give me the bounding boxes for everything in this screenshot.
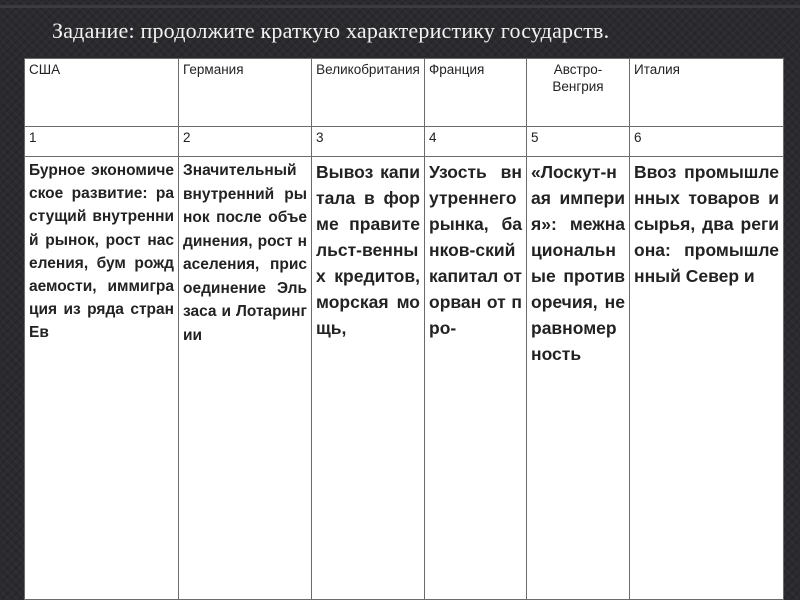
cell-austria-hungary-characteristic: «Лоскут-ная империя»: межнациональные противоречия, неравномерность xyxy=(527,157,630,600)
number-cell: 1 xyxy=(25,127,179,157)
number-cell: 5 xyxy=(527,127,630,157)
header-cell-great-britain: Великобритания xyxy=(312,59,425,127)
header-cell-france: Франция xyxy=(425,59,527,127)
cell-great-britain-characteristic: Вывоз капитала в форме правительст-венных кредитов, морская мощь, xyxy=(312,157,425,600)
characteristics-table xyxy=(24,58,784,600)
header-rule xyxy=(0,5,800,8)
number-cell: 6 xyxy=(630,127,784,157)
table-number-row xyxy=(25,127,784,157)
header-cell-austria-hungary: Австро-Венгрия xyxy=(527,59,630,127)
number-cell: 2 xyxy=(179,127,312,157)
slide-title: Задание: продолжите краткую характеристику государств. xyxy=(52,18,610,43)
cell-usa-characteristic: Бурное экономическое развитие: растущий внутренний рынок, рост населения, бум рождаемости, иммиграция из ряда стран Ев xyxy=(25,157,179,600)
header-cell-germany: Германия xyxy=(179,59,312,127)
table-header-row xyxy=(25,59,784,127)
table-body-row xyxy=(25,157,784,600)
cell-germany-characteristic: Значительный внутренний рынок после объединения, рост населения, присоединение Эльзаса и Лотарингии xyxy=(179,157,312,600)
header-cell-italy: Италия xyxy=(630,59,784,127)
number-cell: 3 xyxy=(312,127,425,157)
cell-italy-characteristic: Ввоз промышленных товаров и сырья, два региона: промышленный Север и xyxy=(630,157,784,600)
header-cell-usa: США xyxy=(25,59,179,127)
cell-france-characteristic: Узость внутреннего рынка, банков-ский капитал оторван от про- xyxy=(425,157,527,600)
number-cell: 4 xyxy=(425,127,527,157)
